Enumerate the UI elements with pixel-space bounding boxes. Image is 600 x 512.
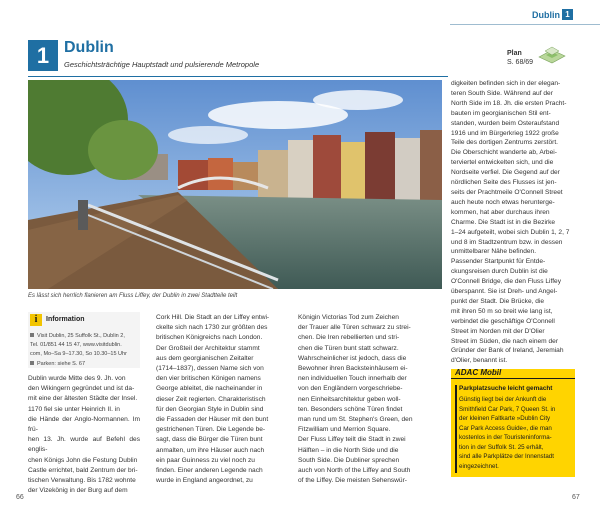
text-line: sagt, dass die Bürger die Türen bunt [156, 436, 263, 444]
adac-line: eingezeichnet. [459, 462, 499, 470]
text-line: George ableitet, die nacheinander in [156, 385, 263, 393]
text-line: auch von North of the Liffey and South [298, 467, 411, 475]
text-line: 1916 und im Bürgerkrieg 1922 große [451, 129, 559, 137]
text-line: für den Georgian Style in Dublin sind [156, 405, 264, 413]
text-line: Passender Startpunkt für Entde- [451, 258, 546, 266]
text-line: Hälften – in die North Side und die [298, 446, 399, 454]
text-line: finden. Einer anderen Legende nach [156, 467, 263, 475]
text-line: die Fassaden der Häuser mit den bunt [156, 416, 269, 424]
plan-label: Plan [507, 50, 522, 57]
liffey-river-photo [28, 80, 442, 289]
text-line: und 8 im Stadtzentrum bzw. in dessen [451, 238, 563, 246]
photo-caption: Es lässt sich herrlich flanieren am Fluss Liffey, der Dublin in zwei Stadtteile teilt [28, 293, 238, 299]
text-line: Der Fluss Liffey teilt die Stadt in zwei [298, 436, 406, 444]
info-phone: Tel. 01/851 44 15 47, www.visitdublin. [30, 342, 122, 348]
text-line: überspannt. Sie ist Dreh- und Angel- [451, 288, 558, 296]
adac-body [459, 395, 571, 471]
text-line: Dublin wurde Mitte des 9. Jh. von [28, 375, 126, 382]
text-line: den Wikingern gegründet und ist da- [28, 385, 135, 393]
text-line: Der Großteil der Architektur stammt [156, 344, 260, 352]
adac-line: tion in der Suffolk St. 25 erhält, [459, 443, 544, 451]
text-line: standen, wurden beim Osteraufstand [451, 119, 560, 127]
running-header-badge: 1 [562, 9, 573, 20]
text-line: der Vizekönig in der Burg auf dem [28, 487, 128, 495]
text-line: die Hände der Anglo-Normannen. Im frü- [28, 415, 140, 434]
text-line: North Side im 18. Jh. die ersten Pracht- [451, 99, 567, 107]
text-line: chen. Die Iren rebellierten und stri- [298, 334, 400, 342]
text-line: Die Oberschicht wanderte ab, Arbei- [451, 149, 557, 157]
text-line: dieser Zeit regierten. Charakteristisch [156, 395, 266, 403]
text-column-2 [156, 313, 292, 486]
text-line: Teile des dortigen Zentrums zerstört. [451, 139, 559, 147]
text-line: Gründer der Bank of Ireland, Jeremiah [451, 347, 564, 355]
text-line: ten. Besonders schöne Türen findet [298, 405, 403, 413]
text-line: teren South Side. Während auf der [451, 89, 553, 97]
text-line: ckelte sich nach 1730 zur größten des [156, 324, 268, 332]
adac-line: der kleinen Faltkarte »Dublin City [459, 415, 551, 422]
adac-line: sind alle Parkplätze der Innenstadt [459, 453, 554, 460]
text-line: man rund um St. Stephen's Green, den [298, 416, 413, 424]
text-line: kommen, hat aber durchaus ihren [451, 208, 550, 216]
text-line: ckungsreisen durch Dublin ist die [451, 268, 548, 276]
bullet-square-icon [30, 333, 34, 337]
adac-divider [451, 378, 575, 379]
text-column-4 [451, 79, 575, 366]
text-line: verbindet die geschäftige O'Connell [451, 317, 555, 325]
adac-brand: ADAC [455, 368, 479, 377]
text-line: der Trauer alle Türen schwarz zu strei- [298, 324, 411, 332]
text-line: ein paar Guinness zu viel noch zu [156, 456, 255, 464]
text-line: Street im Norden mit der D'Olier [451, 327, 545, 335]
title-divider [28, 76, 448, 77]
text-line: Nordseite verfiel. Die Gegend auf der [451, 169, 560, 177]
adac-line: Günstig liegt bei der Ankunft die [459, 396, 547, 403]
info-icon: i [30, 314, 42, 326]
text-line: gestrichenen Türen. Die Legende be- [156, 426, 266, 434]
text-column-1 [28, 374, 140, 496]
info-hours: com, Mo–Sa 9–17.30, So 10.30–15 Uhr [30, 351, 127, 357]
text-line: britischen Königreichs nach London. [156, 334, 263, 342]
text-line: digkeiten befinden sich in der elegan- [451, 80, 561, 87]
info-line: Parken: siehe S. 67 [37, 361, 86, 367]
text-line: tischen Verwaltung. Bis 1782 wohnte [28, 477, 136, 485]
info-parking [30, 361, 85, 367]
adac-accent-bar [455, 385, 457, 473]
text-line: 1170 fiel sie unter Heinrich II. in [28, 405, 120, 413]
chapter-title: Dublin [64, 39, 114, 56]
text-line: seits der Prachtmeile O'Connell Street [451, 188, 563, 196]
text-line: Königin Victorias Tod zum Zeichen [298, 314, 399, 321]
text-line: 1–24 aufgeteilt, wobei sich Dublin 1, 2, 7 [451, 228, 570, 236]
text-line: Bewohner ihren Backsteinhäusern ei- [298, 365, 408, 373]
text-line: nen Einheitsarchitektur geben woll- [298, 395, 401, 403]
page-number-left: 66 [16, 494, 24, 501]
header-divider [450, 24, 600, 25]
text-line: nen individuellen Touch innerhalb der [298, 375, 407, 383]
text-line: chen Königs John die Festung Dublin [28, 456, 138, 464]
text-line: punkt der Stadt. Die Brücke, die [451, 297, 545, 305]
info-heading: Information [46, 316, 85, 323]
text-line: mit ihren 50 m so breit wie lang ist, [451, 307, 553, 315]
text-line: chen die Türen bunt statt schwarz. [298, 344, 399, 352]
text-line: bauten im georgianischen Stil ent- [451, 109, 551, 117]
text-line: aus dem georgianischen Zeitalter [156, 354, 254, 362]
chapter-number: 1 [28, 40, 58, 71]
text-line: wurde in England angeordnet, zu [156, 477, 253, 485]
text-line: of the Liffey. Die meisten Sehenswür- [298, 477, 407, 485]
text-line: auch heute noch etwas herunterge- [451, 198, 555, 206]
text-line: Cork Hill. Die Stadt an der Liffey entwi- [156, 314, 270, 321]
chapter-subtitle: Geschichtsträchtige Hauptstadt und pulsierende Metropole [64, 60, 260, 69]
text-line: den vier britischen Königen namens [156, 375, 261, 383]
text-line: (1714–1837), dessen Name sich von [156, 365, 264, 373]
page-number-right: 67 [572, 494, 580, 501]
adac-subtitle: Parkplatzsuche leicht gemacht [459, 385, 553, 392]
text-column-3 [298, 313, 442, 486]
map-icon [537, 44, 567, 66]
adac-line: kostenlos in der Touristeninforma- [459, 434, 552, 441]
text-line: Fitzwilliam und Merrion Square. [298, 426, 391, 434]
text-line: unmittelbarer Nähe befinden. [451, 248, 537, 256]
text-line: von den Engländern vorgeschriebe- [298, 385, 403, 393]
text-line: Wahrscheinlicher ist jedoch, dass die [298, 354, 407, 362]
text-line: anmalten, um ihre Häuser auch nach [156, 446, 265, 454]
adac-line: Smithfield Car Park, 7 Queen St. in [459, 405, 556, 413]
adac-line: Car Park Access Guide«, die man [459, 424, 552, 432]
text-line: mit eine der ältesten Städte der Insel. [28, 395, 138, 403]
text-line: terviertel entwickelten sich, und die [451, 159, 554, 167]
text-line: Castle errichtet, bald Zentrum der bri- [28, 466, 138, 474]
plan-page-ref: S. 68/69 [507, 59, 534, 66]
text-line: Charme. Die Stadt ist in die Bezirke [451, 218, 556, 226]
text-line: South Side. Die Dubliner sprechen [298, 456, 400, 464]
text-line: nördlichen Seite des Flusses ist jen- [451, 179, 557, 187]
running-header-title: Dublin [532, 10, 560, 20]
text-line: d'Olier, benannt ist. [451, 357, 508, 365]
info-address [30, 333, 125, 339]
text-line: O'Connell Bridge, die den Fluss Liffey [451, 278, 561, 286]
adac-brand-suffix: Mobil [480, 368, 502, 377]
adac-logo [455, 368, 501, 377]
text-line: Street im Süden, die nach einem der [451, 337, 559, 345]
text-line: hen 13. Jh. wurde auf Befehl des englis- [28, 436, 140, 454]
info-line: Visit Dublin, 25 Suffolk St., Dublin 2, [37, 333, 125, 339]
bullet-square-icon [30, 361, 34, 365]
